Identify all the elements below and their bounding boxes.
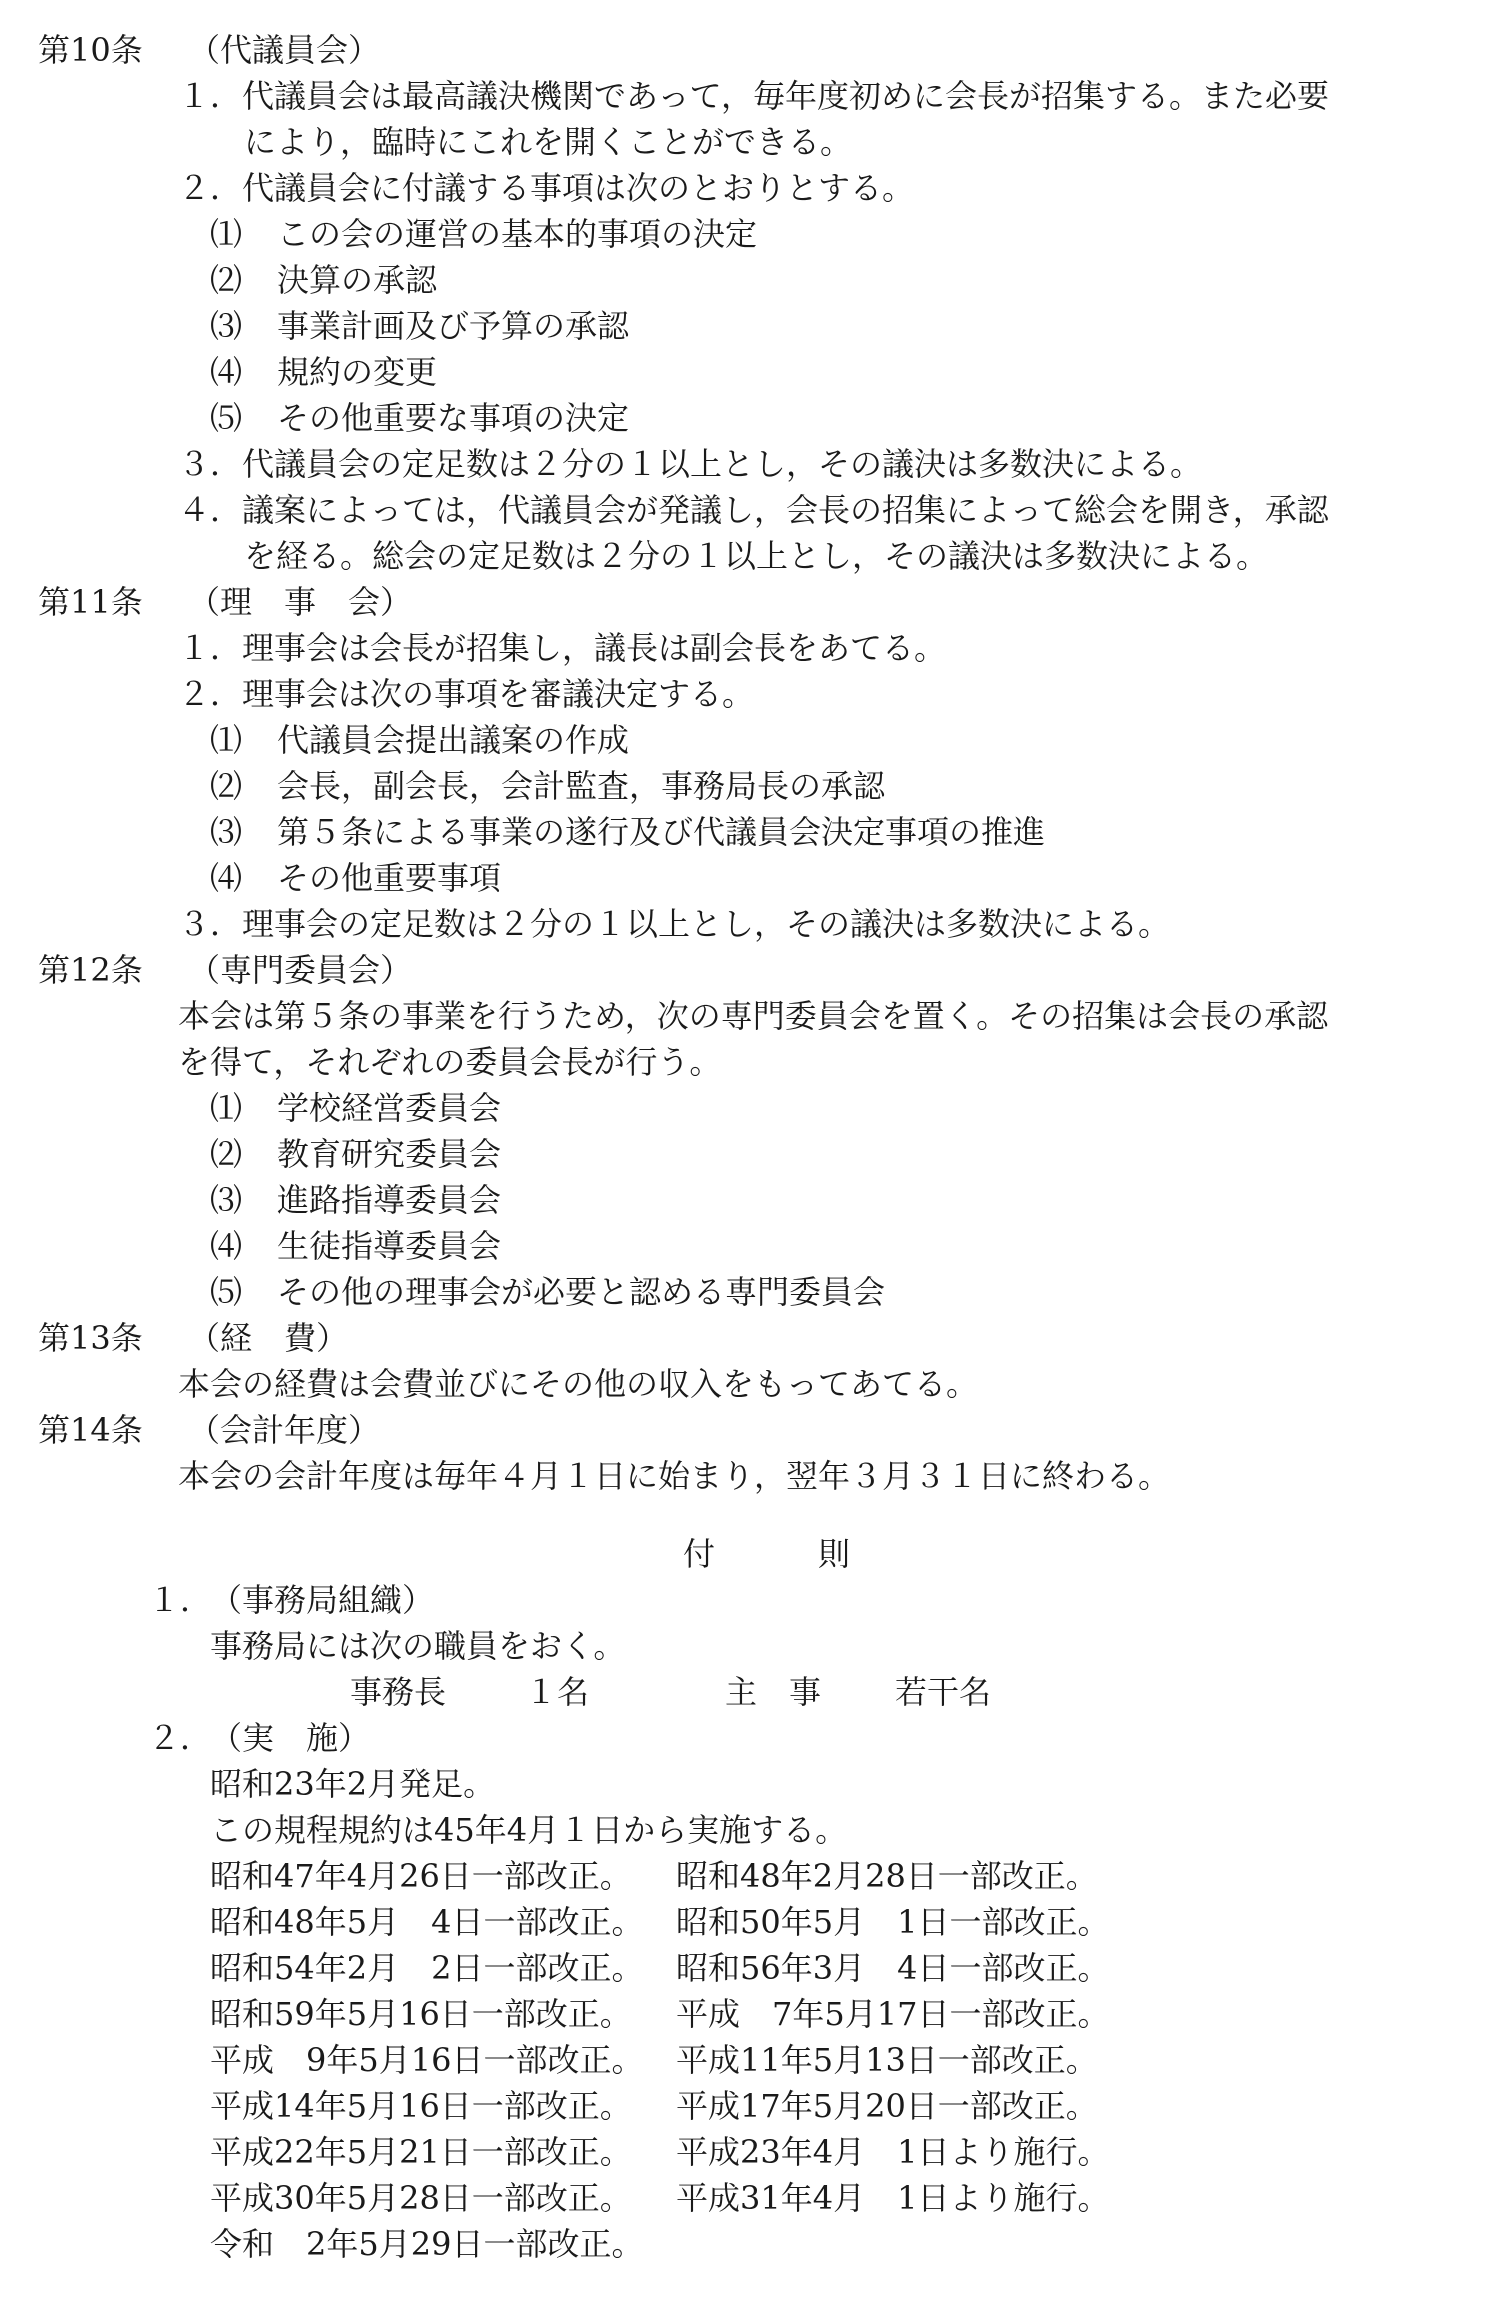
article-11-item-mark: ⑷ <box>210 859 243 897</box>
amendment-entry: 平成17年5月20日一部改正。 <box>676 2087 1098 2125</box>
article-10-item-mark: ⑶ <box>210 307 243 345</box>
supplementary-1-text: 事務局には次の職員をおく。 <box>210 1627 626 1665</box>
supplementary-2-title: （実 施） <box>210 1719 371 1757</box>
article-10-item: その他重要な事項の決定 <box>277 399 630 437</box>
supplementary-2-number: ２． <box>148 1719 213 1757</box>
founding-date: 昭和23年2月発足。 <box>210 1765 496 1803</box>
article-13-paragraph: 本会の経費は会費並びにその他の収入をもってあてる。 <box>178 1365 979 1403</box>
staff-count-secretary: 若干名 <box>895 1673 992 1711</box>
article-10-paragraph-1: １．代議員会は最高議決機関であって，毎年度初めに会長が招集する。また必要 <box>178 77 1330 115</box>
article-10-item: 事業計画及び予算の承認 <box>277 307 630 345</box>
amendment-entry: 昭和50年5月 1日一部改正。 <box>676 1903 1110 1941</box>
article-14-number: 第14条 <box>38 1411 143 1449</box>
article-11-item: その他重要事項 <box>277 859 502 897</box>
article-10-item: 決算の承認 <box>277 261 438 299</box>
amendment-entry: 昭和59年5月16日一部改正。 <box>210 1995 632 2033</box>
amendment-entry: 平成 9年5月16日一部改正。 <box>210 2041 644 2079</box>
article-12-title: （専門委員会） <box>188 951 413 989</box>
amendment-entry: 平成30年5月28日一部改正。 <box>210 2179 632 2217</box>
enforcement-date: この規程規約は45年4月１日から実施する。 <box>210 1811 848 1849</box>
amendment-entry: 平成22年5月21日一部改正。 <box>210 2133 632 2171</box>
article-12-paragraph-continued: を得て，それぞれの委員会長が行う。 <box>178 1043 722 1081</box>
article-10-paragraph-3: ３．代議員会の定足数は２分の１以上とし，その議決は多数決による。 <box>178 445 1203 483</box>
amendment-entry: 平成14年5月16日一部改正。 <box>210 2087 632 2125</box>
article-11-item: 代議員会提出議案の作成 <box>277 721 630 759</box>
article-10-item: この会の運営の基本的事項の決定 <box>277 215 758 253</box>
article-13-title: （経 費） <box>188 1319 349 1357</box>
staff-count-director: １名 <box>525 1673 590 1711</box>
article-11-item: 会長，副会長，会計監査，事務局長の承認 <box>277 767 886 805</box>
article-11-item-mark: ⑶ <box>210 813 243 851</box>
article-12-item-mark: ⑶ <box>210 1181 243 1219</box>
article-10-paragraph-1-continued: により，臨時にこれを開くことができる。 <box>244 123 853 161</box>
article-11-item: 第５条による事業の遂行及び代議員会決定事項の推進 <box>277 813 1046 851</box>
supplementary-1-number: １． <box>148 1581 213 1619</box>
supplementary-heading-part-1: 付 <box>683 1535 716 1573</box>
article-14-title: （会計年度） <box>188 1411 381 1449</box>
article-14-paragraph: 本会の会計年度は毎年４月１日に始まり，翌年３月３１日に終わる。 <box>178 1457 1171 1495</box>
article-12-item: 生徒指導委員会 <box>277 1227 502 1265</box>
amendment-entry: 昭和56年3月 4日一部改正。 <box>676 1949 1110 1987</box>
article-12-item: 学校経営委員会 <box>277 1089 502 1127</box>
amendment-entry: 平成11年5月13日一部改正。 <box>676 2041 1098 2079</box>
article-10-item-mark: ⑸ <box>210 399 243 437</box>
article-12-paragraph: 本会は第５条の事業を行うため，次の専門委員会を置く。その招集は会長の承認 <box>178 997 1329 1035</box>
article-11-paragraph-2: ２．理事会は次の事項を審議決定する。 <box>178 675 755 713</box>
article-12-item-mark: ⑸ <box>210 1273 243 1311</box>
amendment-entry: 平成31年4月 1日より施行。 <box>676 2179 1110 2217</box>
article-12-item-mark: ⑴ <box>210 1089 243 1127</box>
article-11-number: 第11条 <box>38 583 143 621</box>
article-11-item-mark: ⑴ <box>210 721 243 759</box>
article-10-number: 第10条 <box>38 31 143 69</box>
article-12-number: 第12条 <box>38 951 143 989</box>
staff-role-director: 事務長 <box>350 1673 447 1711</box>
article-12-item: その他の理事会が必要と認める専門委員会 <box>277 1273 886 1311</box>
amendment-entry: 昭和47年4月26日一部改正。 <box>210 1857 632 1895</box>
article-12-item: 進路指導委員会 <box>277 1181 502 1219</box>
article-10-paragraph-4: ４．議案によっては，代議員会が発議し，会長の招集によって総会を開き，承認 <box>178 491 1329 529</box>
amendment-entry: 平成 7年5月17日一部改正。 <box>676 1995 1110 2033</box>
article-10-item-mark: ⑵ <box>210 261 243 299</box>
supplementary-1-title: （事務局組織） <box>210 1581 435 1619</box>
article-10-item: 規約の変更 <box>277 353 438 391</box>
amendment-entry: 令和 2年5月29日一部改正。 <box>210 2225 644 2263</box>
amendment-entry: 昭和54年2月 2日一部改正。 <box>210 1949 644 1987</box>
staff-role-secretary: 主 事 <box>725 1673 822 1711</box>
article-10-item-mark: ⑷ <box>210 353 243 391</box>
article-12-item-mark: ⑷ <box>210 1227 243 1265</box>
article-10-paragraph-4-continued: を経る。総会の定足数は２分の１以上とし，その議決は多数決による。 <box>244 537 1269 575</box>
amendment-entry: 昭和48年2月28日一部改正。 <box>676 1857 1098 1895</box>
amendment-entry: 昭和48年5月 4日一部改正。 <box>210 1903 644 1941</box>
article-11-item-mark: ⑵ <box>210 767 243 805</box>
article-12-item-mark: ⑵ <box>210 1135 243 1173</box>
article-11-paragraph-1: １．理事会は会長が招集し，議長は副会長をあてる。 <box>178 629 947 667</box>
article-10-title: （代議員会） <box>188 31 381 69</box>
article-12-item: 教育研究委員会 <box>277 1135 502 1173</box>
article-11-paragraph-3: ３．理事会の定足数は２分の１以上とし，その議決は多数決による。 <box>178 905 1171 943</box>
article-11-title: （理 事 会） <box>188 583 413 621</box>
article-10-paragraph-2: ２．代議員会に付議する事項は次のとおりとする。 <box>178 169 915 207</box>
supplementary-heading-part-2: 則 <box>818 1535 851 1573</box>
article-10-item-mark: ⑴ <box>210 215 243 253</box>
article-13-number: 第13条 <box>38 1319 143 1357</box>
amendment-entry: 平成23年4月 1日より施行。 <box>676 2133 1110 2171</box>
